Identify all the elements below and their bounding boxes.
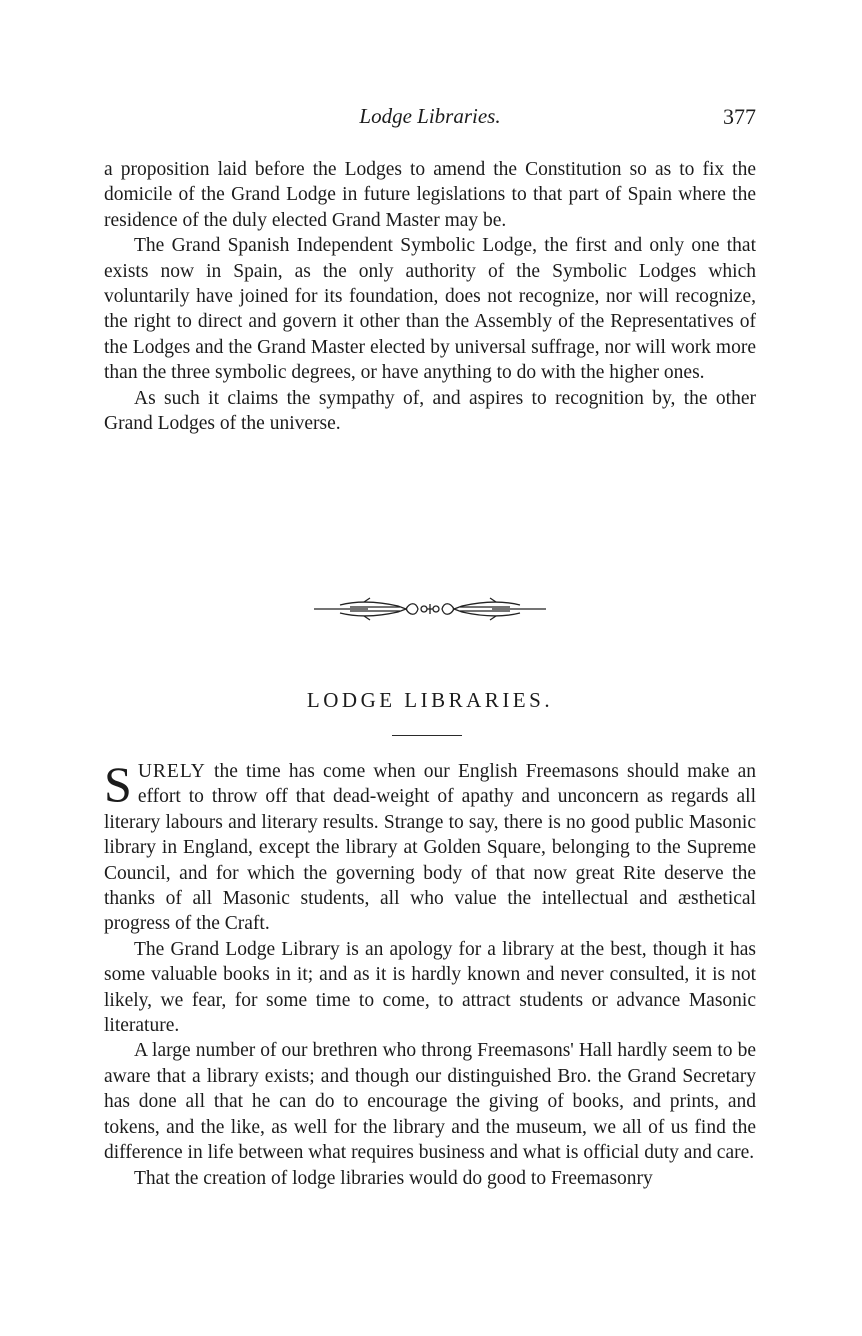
section-title: LODGE LIBRARIES.	[306, 688, 554, 712]
paragraph: The Grand Spanish Independent Symbolic Lodge, the first and only one that exists now in Spain, as the only authority of the Symbolic Lodges which voluntarily have joined for its foundation, does not recognize, nor will recognize, the right to direct and govern it other than the Assembly of the Representatives of the Lodges and the Grand Master elected by universal suffrage, nor will work more than the three symbolic degrees, or have anything to do with the higher ones.	[104, 235, 756, 384]
running-title: Lodge Libraries.	[359, 104, 501, 128]
paragraph: That the creation of lodge libraries would do good to Freemasonry	[134, 1167, 653, 1189]
title-rule	[392, 735, 462, 736]
continued-text	[104, 157, 756, 436]
opening-word: URELY	[137, 761, 206, 782]
paragraph: A large number of our brethren who throng Freemasons' Hall hardly seem to be aware that a library exists; and though our distinguished Bro. the Grand Secretary has done all that he can do to encourage the giving of books, and prints, and tokens, and the like, as well for the library and the museum, we all of us find the difference in life between what requires business and what is official duty and care.	[104, 1040, 756, 1164]
article-text	[104, 756, 756, 1191]
paragraph: The Grand Lodge Library is an apology for a library at the best, though it has some valuable books in it; and as it is hardly known and never consulted, it is not likely, we fear, for some time to come, to attract students or advance Masonic literature.	[104, 938, 756, 1037]
running-head	[104, 104, 756, 132]
ornament-divider-icon	[310, 594, 550, 624]
opening-paragraph	[104, 756, 756, 937]
opening-text: the time has come when our English Freemasons should make an effort to throw off that dead-weight of apathy and unconcern as regards all literary labours and literary results. Strange to say, there is no good public Masonic library in England, except the library at Golden Square, belonging to the Supreme Council, and for which the governing body of that now great Rite deserve the thanks of all Masonic students, all who value the intellectual and æsthetical progress of the Craft.	[104, 761, 756, 935]
paragraph: a proposition laid before the Lodges to amend the Constitution so as to fix the domicile of the Grand Lodge in future legislations to that part of Spain where the residence of the duly elected Grand Master may be.	[104, 159, 756, 231]
drop-cap: S	[104, 756, 132, 812]
page-number: 377	[723, 104, 756, 129]
paragraph: As such it claims the sympathy of, and aspires to recognition by, the other Grand Lodges of the universe.	[104, 387, 756, 435]
